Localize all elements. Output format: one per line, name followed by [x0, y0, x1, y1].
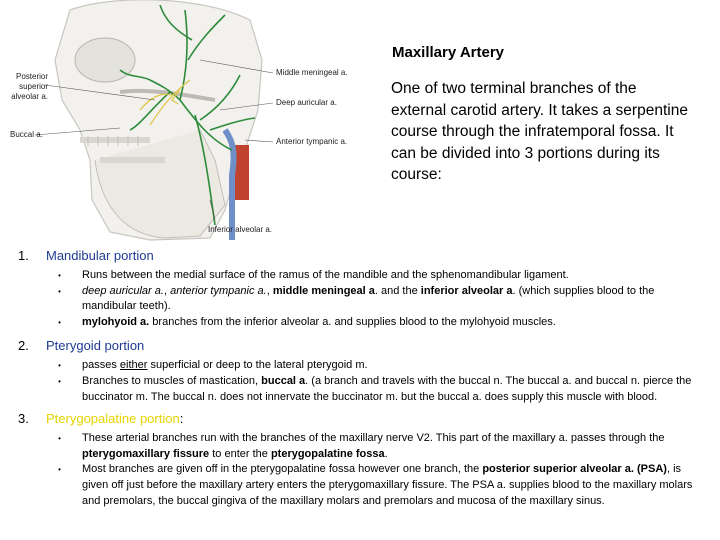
bullet-text-run: . — [384, 447, 388, 460]
bullet-dot: • — [58, 317, 61, 327]
bullet-dot: • — [58, 286, 61, 296]
section-number: 3. — [18, 411, 29, 427]
label-buccal: Buccal a. — [10, 130, 43, 139]
bullet-text-run: deep auricular a. — [82, 284, 164, 297]
bullet-text-run: pterygomaxillary fissure — [82, 447, 210, 460]
bullet-text — [82, 374, 708, 405]
bullet-text-run: superficial or deep to the lateral pterygoid m. — [147, 359, 368, 372]
bullet-text — [82, 315, 708, 331]
bullet-text-run: Runs between the medial surface of the ramus of the mandible and the sphenomandibular ligament. — [82, 269, 569, 281]
bullet-text-run: either — [119, 359, 148, 372]
bullet-text-run: inferior alveolar a — [420, 284, 513, 297]
bullet-item — [18, 268, 708, 284]
bullet-text-run: to enter the — [209, 447, 271, 460]
section-title: Pterygoid portion — [46, 338, 145, 354]
anatomy-figure — [0, 0, 360, 245]
bullet-list — [18, 431, 708, 509]
section-pterygopalatine — [18, 411, 708, 509]
label-middle-meningeal: Middle meningeal a. — [276, 68, 348, 77]
label-inferior-alveolar: Inferior alveolar a. — [208, 225, 273, 234]
bullet-item — [18, 431, 708, 462]
section-mandibular — [18, 248, 708, 330]
section-title: Mandibular portion — [46, 248, 154, 263]
bullet-text-run: passes — [82, 359, 120, 372]
bullet-text-run: , is given off just before the maxillary artery enters the pterygomaxillary fissure. The PSA a. supplies blood to the maxillary molars and premolars, the buccal gingiva of the maxillary molars and premolars and mucosa of the maxillary sinus. — [82, 463, 693, 507]
bullet-text-run: . (which supplies blood to the mandibular teeth). — [82, 284, 655, 313]
bullet-text-run: Most branches are given off in the pterygopalatine fossa however one branch, the — [82, 463, 483, 476]
bullet-text — [82, 284, 708, 315]
bullet-dot: • — [58, 271, 61, 280]
bullet-dot: • — [58, 434, 61, 444]
bullet-text — [82, 431, 708, 462]
bullet-list — [18, 358, 708, 405]
bullet-item — [18, 374, 708, 405]
section-title: Pterygopalatine portion — [46, 411, 180, 427]
bullet-text-run: branches from the inferior alveolar a. and supplies blood to the mylohyoid muscles. — [149, 315, 556, 328]
section-title-suffix: : — [179, 411, 184, 427]
bullet-item — [18, 358, 708, 374]
portions-outline — [18, 248, 708, 509]
bullet-item — [18, 284, 708, 315]
bullet-text-run: pterygopalatine fossa — [270, 447, 385, 460]
bullet-text-run: , — [163, 284, 171, 297]
bullet-dot: • — [58, 361, 61, 371]
external-carotid-vessel — [235, 145, 249, 200]
section-number: 1. — [18, 248, 29, 263]
section-pterygoid — [18, 338, 708, 405]
bullet-text-run: . (a branch and travels with the buccal n. The buccal a. and buccal n. pierce the buccinator m. The buccal n. does not innervate the buccinator m. but the buccal a. does supply this muscle with blood. — [82, 374, 692, 403]
page-title: Maxillary Artery — [392, 44, 505, 61]
label-posterior-superior-alveolar: Posterior superior alveolar a. — [11, 72, 48, 101]
bullet-dot: • — [58, 465, 61, 475]
bullet-text-run: . and the — [374, 284, 421, 297]
bullet-dot: • — [58, 376, 61, 386]
bullet-text-run: These arterial branches run with the branches of the maxillary nerve V2. This part of the maxillary a. passes through the — [82, 432, 665, 445]
bullet-text-run: buccal a — [261, 374, 306, 387]
bullet-text-run: Branches to muscles of mastication, — [82, 374, 262, 387]
label-anterior-tympanic: Anterior tympanic a. — [276, 137, 348, 146]
bullet-text-run: middle meningeal a — [272, 284, 375, 297]
bullet-list — [18, 268, 708, 330]
bullet-text — [82, 358, 708, 374]
bullet-text-run: , — [266, 284, 273, 297]
bullet-text-run: mylohyoid a. — [82, 315, 150, 328]
bullet-text-run: anterior tympanic a. — [170, 284, 267, 297]
skull-illustration — [0, 0, 360, 245]
bullet-item — [18, 315, 708, 331]
label-deep-auricular: Deep auricular a. — [276, 98, 337, 107]
bullet-text — [82, 462, 708, 509]
bullet-item — [18, 462, 708, 509]
section-number: 2. — [18, 338, 29, 354]
bullet-text — [82, 268, 708, 284]
bullet-text-run: posterior superior alveolar a. (PSA) — [482, 463, 667, 476]
intro-paragraph: One of two terminal branches of the external carotid artery. It takes a serpentine course through the infratemporal fossa. It can be divided into 3 portions during its course: — [391, 80, 688, 183]
